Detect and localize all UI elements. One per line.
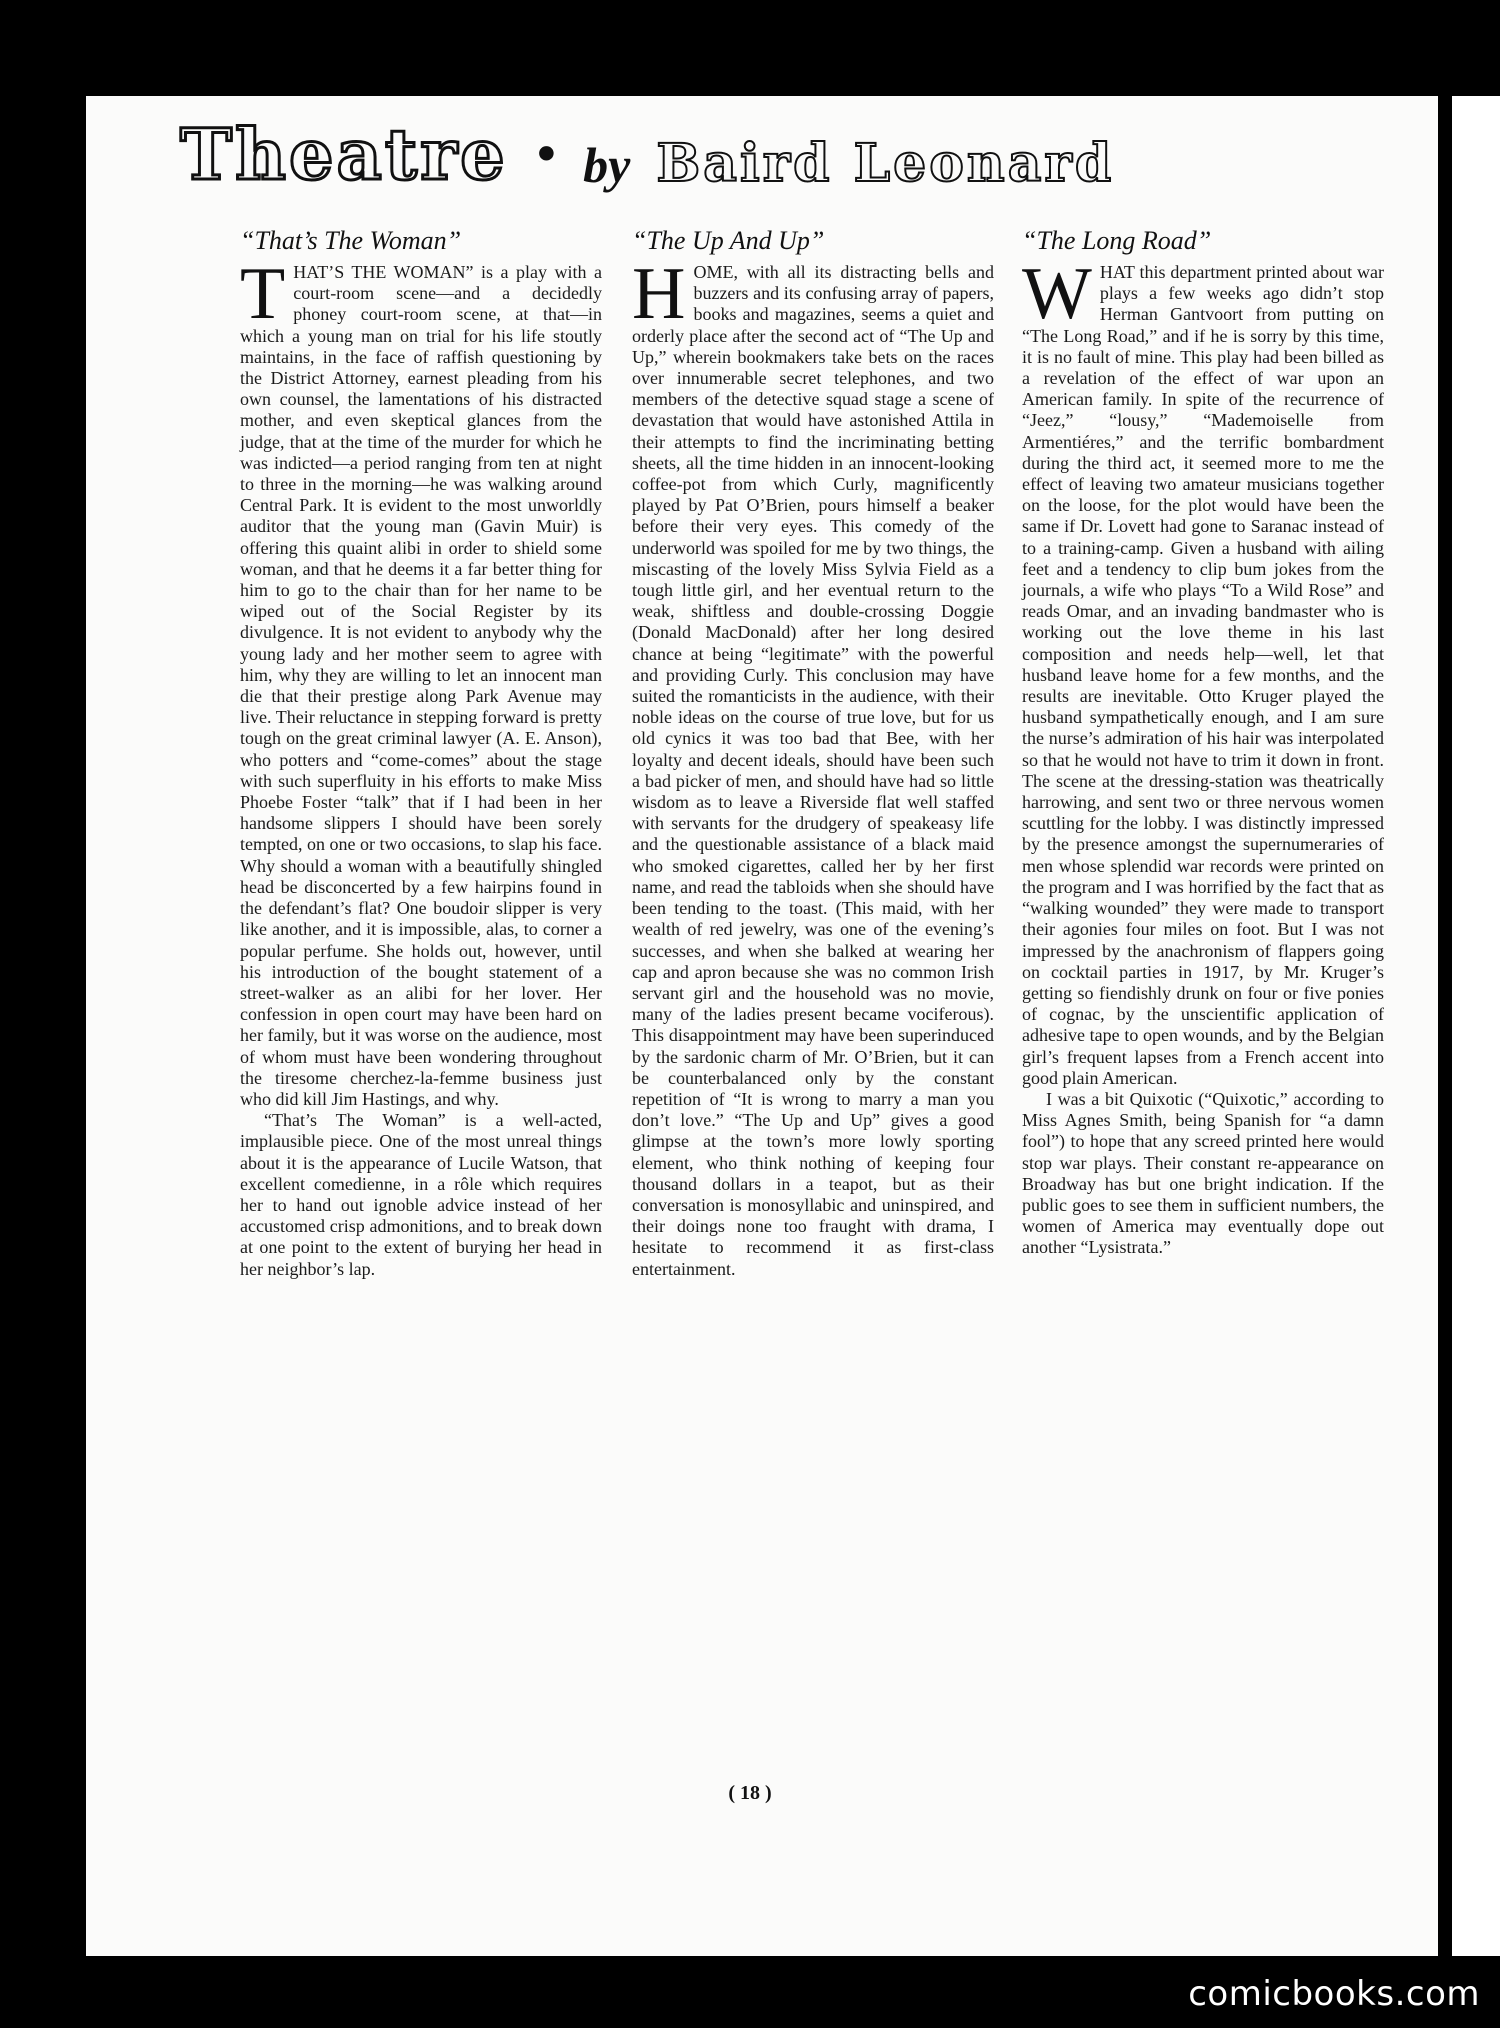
review-paragraph: HAT’S THE WOMAN” is a play with a court-room scene—and a decidedly phoney court-room scene, at that—in which a young man on trial for his life stoutly maintains, in the face of raffish questioning by the District Attorney, earnest pleading from his own counsel, the lamentations of his distracted mother, and even skeptical glances from the judge, that at the time of the murder for which he was indicted—a period ranging from ten at night to three in the morning—he was walking around Central Park. It is evident to the most unworldly auditor that the young man (Gavin Muir) is offering this quaint alibi in order to shield some woman, and that he deems it a far better thing for him to go to the chair than for her name to be wiped out of the Social Register by its divulgence. It is not evident to anybody why the young lady and her mother seem to agree with him, why they are willing to let an innocent man die that their prestige along Park Avenue may live. Their reluctance in stepping forward is pretty tough on the great criminal lawyer (A. E. Anson), who potters and “come-comes” about the stage with such superfluity in his efforts to make Miss Phoebe Foster “talk” that if I had been in her handsome slippers I should have been sorely tempted, on one or two occasions, to slap his face. Why should a woman with a beautifully shingled head be disconcerted by a few hairpins found in the defendant’s flat? One boudoir slipper is very like another, and it is impossible, alas, to corner a popular perfume. She holds out, however, until his introduction of the bought statement of a street-walker as an alibi for her lover. Her confession in open court may have been hard on her family, but it was worse on the audience, most of whom must have been wondering throughout the tiresome cherchez-la-femme business just who did kill Jim Hastings, and why. xyxy=(240,262,602,1109)
drop-cap: T xyxy=(240,253,286,335)
review-heading: “That’s The Woman” xyxy=(240,226,462,255)
byline-author: Baird Leonard xyxy=(656,133,1115,194)
section-title: Theatre xyxy=(180,113,508,196)
review-paragraph: HAT this department printed about war plays a few weeks ago didn’t stop Herman Gantvoort from putting on “The Long Road,” and if he is sorry by this time, it is no fault of mine. This play had been billed as a revelation of the effect of war upon an American family. In spite of the recurrence of “Jeez,” “lousy,” “Mademoiselle from Armentiéres,” and the terrific bombardment during the third act, it seemed more to me the effect of leaving two amateur musicians together on the loose, for the plot would have been the same if Dr. Lovett had gone to Saranac instead of to a training-camp. Given a husband with ailing feet and a tendency to clip bum jokes from the journals, a wife who plays “To a Wild Rose” and reads Omar, and an invading bandmaster who is working out the love theme in his last composition and needs help—well, let that husband leave home for a few months, and the results are inevitable. Otto Kruger played the husband sympathetically enough, and I am sure the nurse’s admiration of his hair was interpolated so that he would not have to trim it down in front. The scene at the dressing-station was theatrically harrowing, and sent two or three nervous women scuttling for the lobby. I was distinctly impressed by the presence amongst the supernumeraries of men whose splendid war records were printed on the program and I was horrified by the fact that as “walking wounded” they were made to transport their agonies four miles on foot. But I was not impressed by the anachronism of flappers going on cocktail parties in 1917, by Mr. Kruger’s getting so fiendishly drunk on four or five ponies of cognac, by the unscientific application of adhesive tape to open wounds, and by the Belgian girl’s frequent lapses from a French accent into good plain American. xyxy=(1022,262,1384,1088)
review-body xyxy=(1022,253,1384,1259)
review-column-thats-the-woman xyxy=(240,226,602,1786)
review-heading: “The Long Road” xyxy=(1022,226,1212,255)
review-paragraph: “That’s The Woman” is a well-acted, implausible piece. One of the most unreal things about it is the appearance of Lucile Watson, that excellent comedienne, in a rôle which requires her to hand out ignoble advice instead of her accustomed crisp admonitions, and to break down at one point to the extent of burying her head in her neighbor’s lap. xyxy=(240,1110,602,1279)
title-separator: • xyxy=(531,126,562,184)
page-number: ( 18 ) xyxy=(728,1782,772,1804)
review-heading: “The Up And Up” xyxy=(632,226,825,255)
review-column-the-up-and-up xyxy=(632,226,994,1786)
byline-by: by xyxy=(583,137,631,193)
review-body xyxy=(240,253,602,1280)
site-watermark: comicbooks.com xyxy=(1188,1974,1480,2014)
adjacent-page-edge xyxy=(1452,96,1500,1956)
review-column-the-long-road xyxy=(1022,226,1384,1786)
drop-cap: W xyxy=(1022,253,1092,335)
review-paragraph: OME, with all its distracting bells and buzzers and its confusing array of papers, books and magazines, seems a quiet and orderly place after the second act of “The Up and Up,” wherein bookmakers take bets on the races over innumerable secret telephones, and two members of the detective squad stage a scene of devastation that would have astonished Attila in their attempts to find the incriminating betting sheets, all the time hidden in an innocent-looking coffee-pot from which Curly, magnificently played by Pat O’Brien, pours himself a beaker before their very eyes. This comedy of the underworld was spoiled for me by two things, the miscasting of the lovely Miss Sylvia Field as a tough little girl, and her eventual return to the weak, shiftless and double-crossing Doggie (Donald MacDonald) after her long desired chance at being “legitimate” with the powerful and providing Curly. This conclusion may have suited the romanticists in the audience, with their noble ideas on the course of true love, but for us old cynics it was too bad that Bee, with her loyalty and decent ideals, should have been such a bad picker of men, and should have had so little wisdom as to leave a Riverside flat well staffed with servants for the drudgery of speakeasy life and the questionable assistance of a black maid who smoked cigarettes, called her by her first name, and read the tabloids when she should have been tending to the toast. (This maid, with her wealth of red jewelry, was one of the evening’s successes, and when she balked at wearing her cap and apron because she was no common Irish servant girl and the household was no movie, many of the ladies present became vociferous). This disappointment may have been superinduced by the sardonic charm of Mr. O’Brien, but it can be counterbalanced only by the constant repetition of “It is wrong to marry a man you don’t love.” “The Up and Up” gives a good glimpse at the town’s more lowly sporting element, who think nothing of keeping four thousand dollars in a teapot, but as their conversation is monosyllabic and uninspired, and their doings none too fraught with drama, I hesitate to recommend it as first-class entertainment. xyxy=(632,262,994,1279)
review-body xyxy=(632,253,994,1280)
page-gutter xyxy=(1438,96,1452,1956)
review-paragraph: I was a bit Quixotic (“Quixotic,” according to Miss Agnes Smith, being Spanish for “a damn fool”) to hope that any screed printed here would stop war plays. Their constant re-appearance on Broadway has but one bright indication. If the public goes to see them in sufficient numbers, the women of America may eventually dope out another “Lysistrata.” xyxy=(1022,1088,1384,1258)
drop-cap: H xyxy=(632,253,686,335)
article-header xyxy=(180,110,1340,196)
